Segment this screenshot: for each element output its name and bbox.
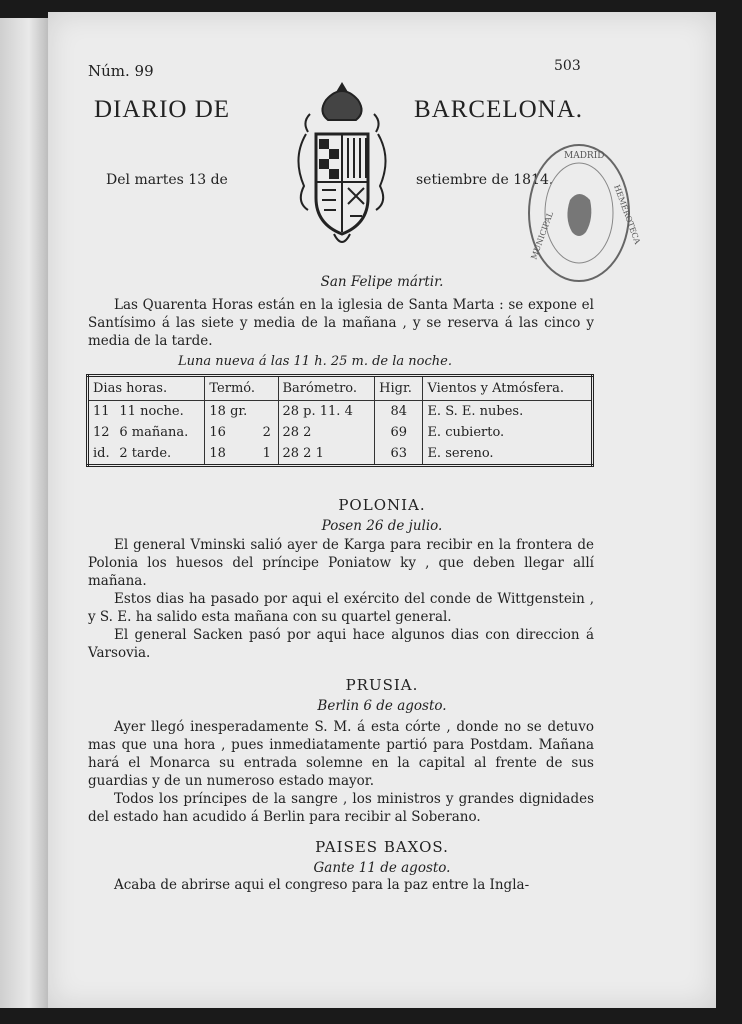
cell-baro: 28 2 1 (278, 443, 375, 466)
weather-header-row (88, 376, 593, 401)
col-dias-horas: Dias horas. (88, 376, 205, 401)
table-row (88, 443, 593, 466)
col-vientos: Vientos y Atmósfera. (423, 376, 593, 401)
cell-baro: 28 p. 11. 4 (278, 401, 375, 423)
library-stamp (524, 140, 642, 286)
date-left: Del martes 13 de (106, 172, 228, 188)
cell-thermo-frac (259, 401, 278, 423)
weather-table (86, 374, 594, 467)
masthead-title-right: BARCELONA. (414, 96, 584, 123)
cell-hygro: 69 (375, 422, 423, 443)
dateline-polonia: Posen 26 de julio. (321, 518, 443, 534)
col-barometro: Barómetro. (278, 376, 375, 401)
table-row (88, 401, 593, 423)
issue-number: Núm. 99 (88, 62, 154, 80)
cell-day: 11 (93, 404, 110, 419)
cell-thermo: 18 (209, 446, 226, 461)
stamp-text-right: HEMEROTECA (612, 183, 642, 246)
page-number: 503 (554, 58, 581, 74)
cell-hour: 11 noche. (115, 401, 204, 423)
paragraph: Todos los príncipes de la sangre , los ministros y grandes dignidades del estado han acudido á Berlin para recibir al Soberano. (88, 791, 594, 825)
paragraph: El general Vminski salió ayer de Karga para recibir en la frontera de Polonia los huesos del príncipe Poniatow ky , que deben llegar allí mañana. (88, 537, 594, 589)
saint-of-day: San Felipe mártir. (320, 274, 444, 290)
cell-hygro: 84 (375, 401, 423, 423)
cell-hygro: 63 (375, 443, 423, 466)
forty-hours-notice (88, 296, 594, 350)
article-prusia (88, 718, 594, 826)
cell-thermo: 18 gr. (209, 404, 248, 419)
cell-wind: E. S. E. nubes. (423, 401, 593, 423)
section-heading-polonia: POLONIA. (338, 496, 426, 514)
cell-wind: E. sereno. (423, 443, 593, 466)
cell-thermo-frac: 1 (259, 443, 278, 466)
dateline-paises-baxos: Gante 11 de agosto. (313, 860, 451, 876)
coat-of-arms-icon (286, 78, 398, 254)
cell-thermo: 16 (209, 425, 226, 440)
cell-thermo-frac: 2 (259, 422, 278, 443)
cell-wind: E. cubierto. (423, 422, 593, 443)
masthead-title-left: DIARIO DE (94, 96, 231, 123)
forty-hours-text: Las Quarenta Horas están en la iglesia de Santa Marta : se expone el Santísimo á las siete y media de la mañana , y se reserva á las cinco y media de la tarde. (88, 297, 594, 349)
dateline-prusia: Berlin 6 de agosto. (317, 698, 447, 714)
stamp-text-left: MUNICIPAL (529, 210, 556, 261)
paragraph: Estos dias ha pasado por aqui el exército del conde de Wittgenstein , y S. E. ha salido esta mañana con su quartel general. (88, 591, 594, 625)
article-polonia (88, 536, 594, 662)
section-heading-prusia: PRUSIA. (345, 676, 419, 694)
cell-day: id. (93, 446, 110, 461)
moon-phase: Luna nueva á las 11 h. 25 m. de la noche. (178, 354, 452, 369)
paragraph: Ayer llegó inesperadamente S. M. á esta córte , donde no se detuvo mas que una hora , pues inmediatamente partió para Postdam. Mañana hará el Monarca su entrada solemne en la capital al frente de sus guardias y de un numeroso estado mayor. (88, 719, 594, 789)
cell-day: 12 (93, 425, 110, 440)
left-page-edge (0, 18, 50, 1008)
section-heading-paises-baxos: PAISES BAXOS. (315, 838, 449, 856)
newspaper-page (48, 12, 716, 1008)
col-termometro: Termó. (205, 376, 278, 401)
col-higrometro: Higr. (375, 376, 423, 401)
cell-hour: 2 tarde. (115, 443, 204, 466)
article-paises-baxos (88, 876, 594, 894)
paragraph: Acaba de abrirse aqui el congreso para la paz entre la Ingla- (114, 877, 530, 893)
date-right: setiembre de 1814. (416, 172, 554, 188)
stamp-text-top: MADRID (564, 151, 605, 161)
cell-baro: 28 2 (278, 422, 375, 443)
paragraph: El general Sacken pasó por aqui hace algunos dias con direccion á Varsovia. (88, 627, 594, 661)
table-row (88, 422, 593, 443)
cell-hour: 6 mañana. (115, 422, 204, 443)
